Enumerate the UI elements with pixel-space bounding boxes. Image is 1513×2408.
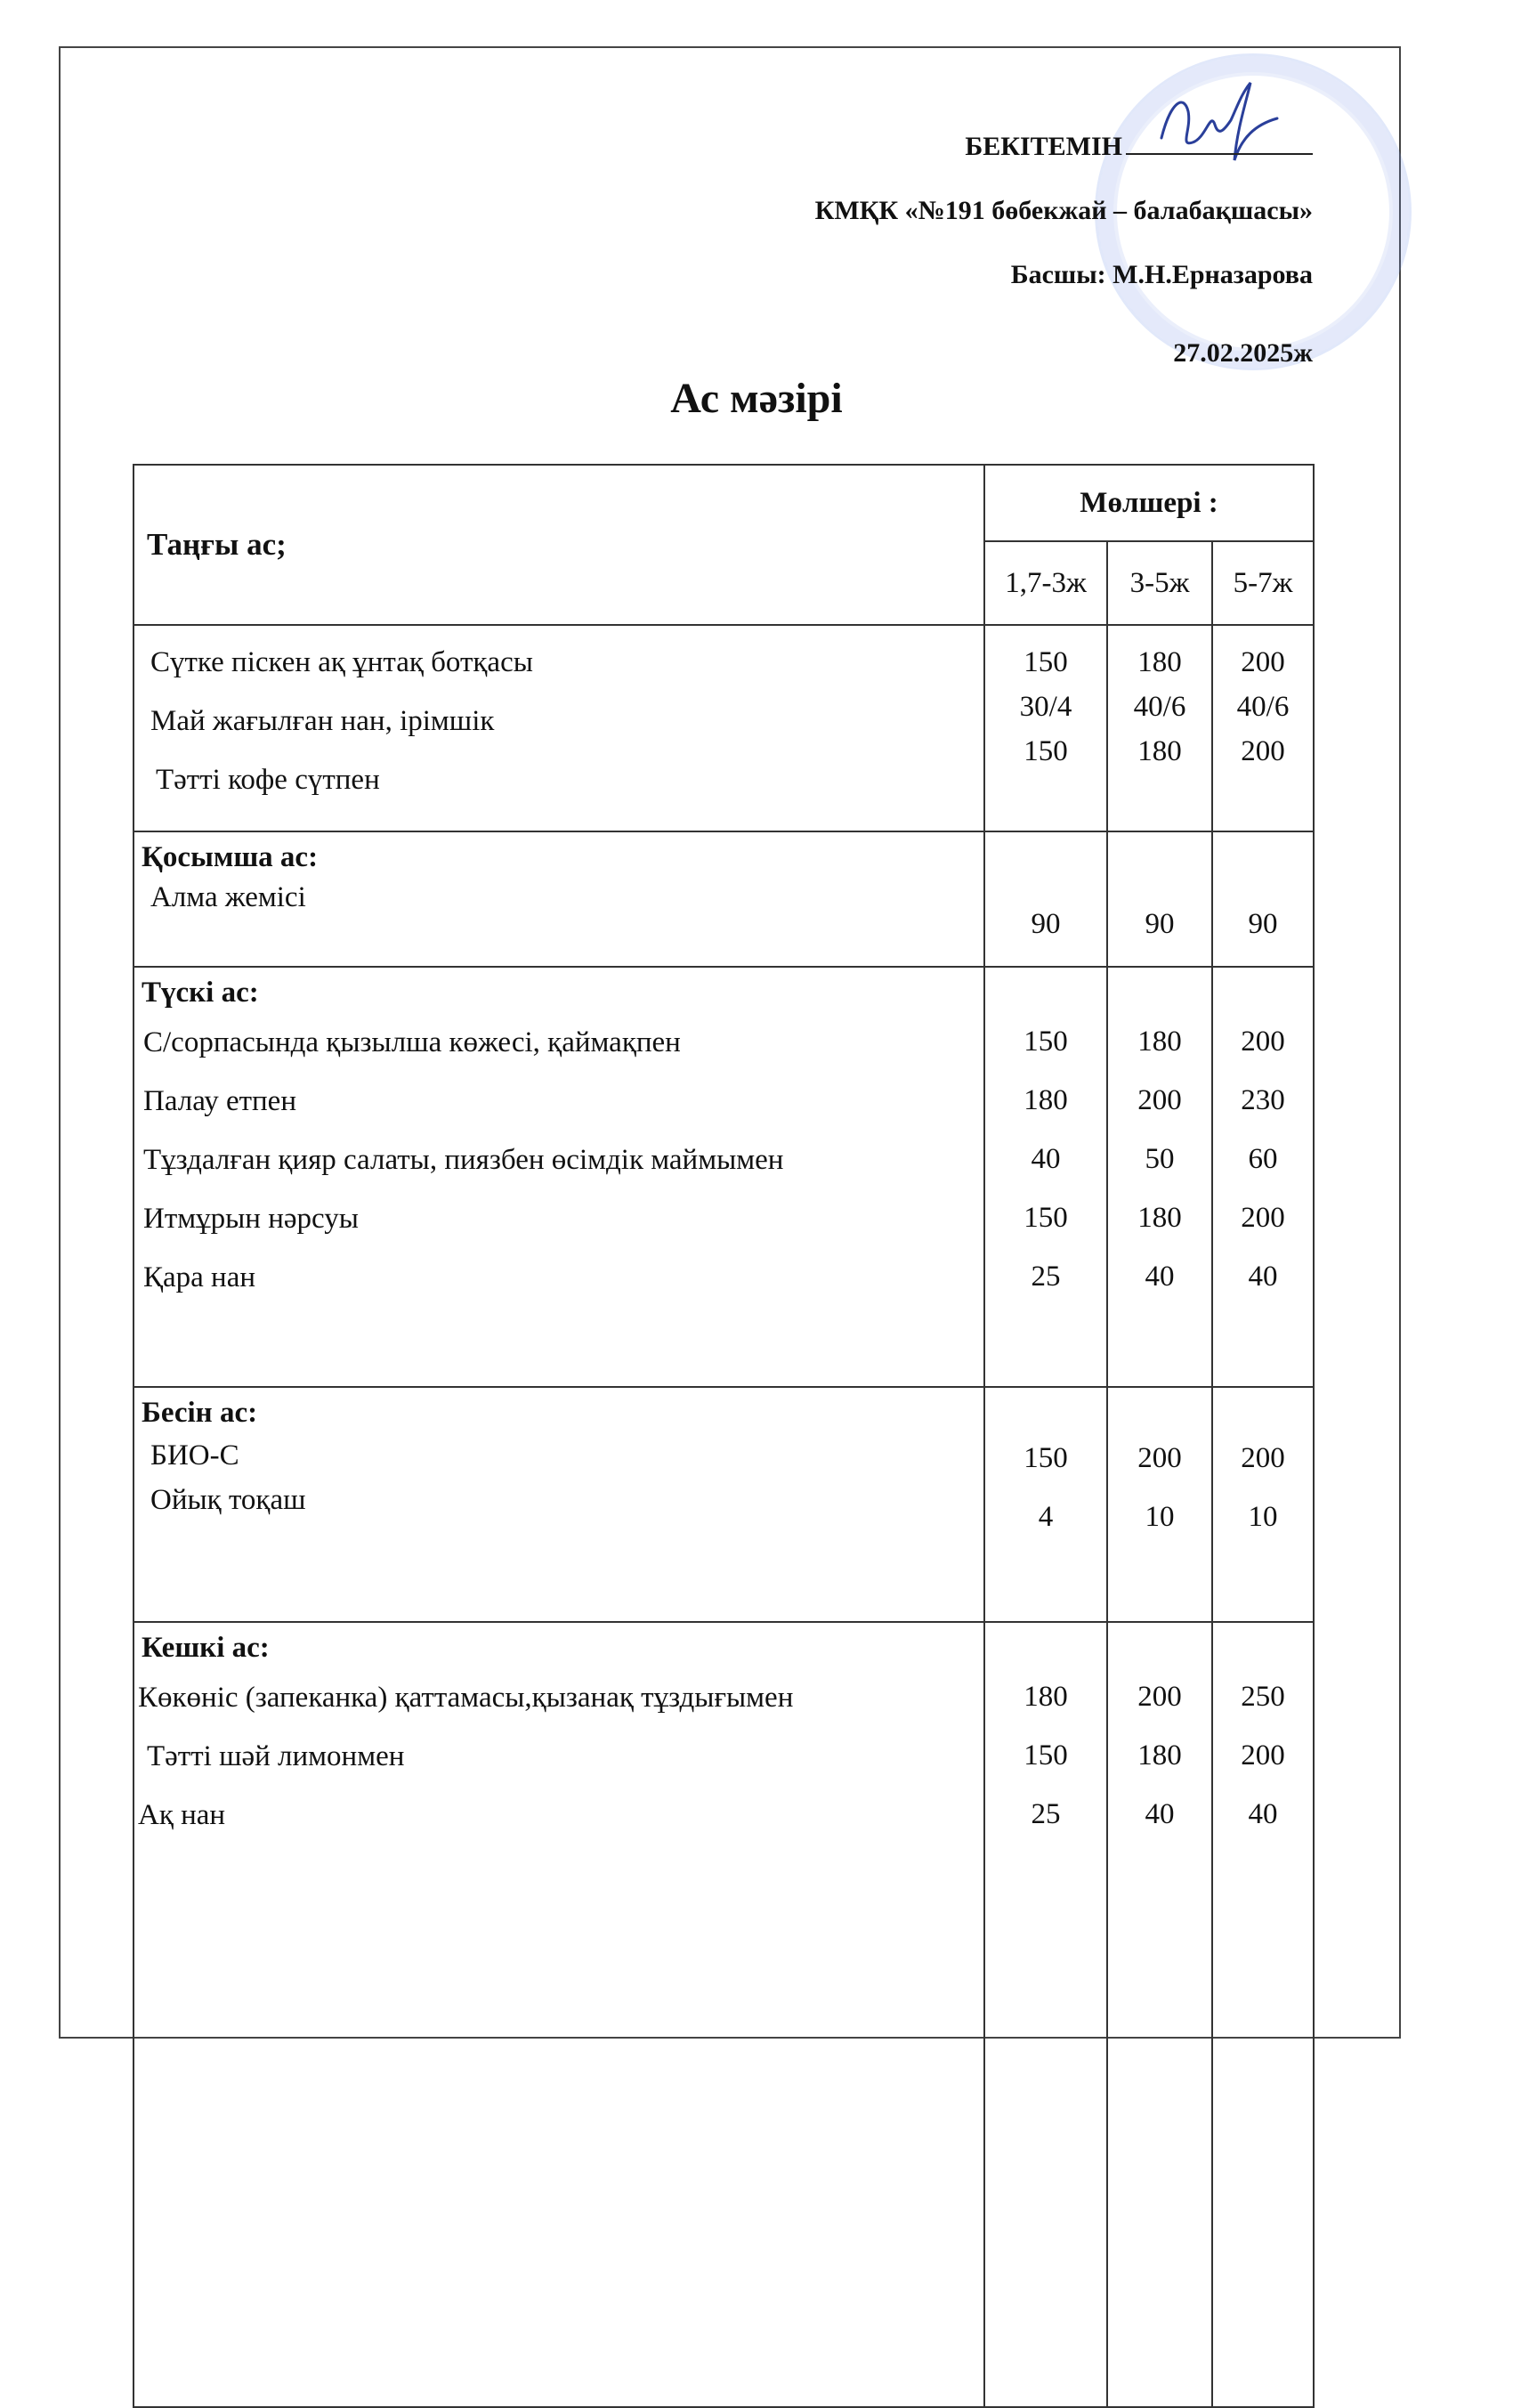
values-col-1 (984, 967, 1107, 1387)
item-value: 40/6 (1133, 691, 1186, 723)
item-value: 150 (1024, 735, 1068, 767)
values-col-1 (984, 1387, 1107, 1622)
menu-item-name: Алма жемісі (150, 881, 306, 913)
organization-name: КМҚК «№191 бөбекжай – балабақшасы» (814, 196, 1313, 225)
item-value: 30/4 (1019, 691, 1072, 723)
values-col-2 (1107, 625, 1212, 831)
item-value: 200 (1137, 1681, 1182, 1713)
menu-table (133, 464, 1315, 2408)
section-additional (134, 831, 1314, 967)
signature-line (1126, 153, 1313, 155)
section-items (134, 625, 984, 831)
section-items (134, 1387, 984, 1622)
menu-item-name: Палау етпен (143, 1085, 296, 1117)
item-value: 90 (1145, 908, 1175, 940)
values-col-2 (1107, 1387, 1212, 1622)
item-value: 10 (1248, 1501, 1278, 1533)
item-value: 230 (1241, 1084, 1285, 1116)
item-value: 50 (1145, 1143, 1175, 1175)
menu-item-name: Май жағылған нан, ірімшік (150, 705, 495, 737)
item-value: 200 (1137, 1442, 1182, 1474)
item-value: 150 (1024, 646, 1068, 678)
section-lunch (134, 967, 1314, 1387)
item-value: 180 (1137, 646, 1182, 678)
menu-item-name: С/сорпасында қызылша көжесі, қаймақпен (143, 1026, 681, 1058)
date-line (1173, 338, 1313, 369)
menu-item-name: Итмұрын нәрсуы (143, 1203, 359, 1235)
section-title: Қосымша ас: (142, 841, 319, 873)
menu-item-name: Ақ нан (138, 1799, 226, 1831)
head-name: Басшы: М.Н.Ерназарова (1010, 260, 1313, 289)
values-col-2 (1107, 1622, 1212, 2407)
item-value: 180 (1137, 1026, 1182, 1058)
menu-item-name: Ойық тоқаш (150, 1484, 306, 1516)
section-items (134, 831, 984, 967)
meal-column-header: Таңғы ас; (134, 465, 984, 625)
menu-item-name: Сүтке піскен ақ ұнтақ ботқасы (150, 646, 533, 678)
item-value: 200 (1241, 1442, 1285, 1474)
values-col-1 (984, 625, 1107, 831)
menu-item-name: Тәтті шәй лимонмен (147, 1740, 405, 1772)
item-value: 200 (1241, 735, 1285, 767)
item-value: 40 (1145, 1261, 1175, 1293)
item-value: 200 (1241, 1739, 1285, 1772)
item-value: 60 (1248, 1143, 1278, 1175)
menu-item-name: Тұздалған қияр салаты, пиязбен өсімдік маймымен (143, 1144, 784, 1176)
item-value: 40 (1031, 1143, 1061, 1175)
item-value: 180 (1137, 1202, 1182, 1234)
amount-header: Мөлшері : (984, 465, 1314, 541)
page-title: Ас мәзірі (670, 375, 843, 422)
item-value: 10 (1145, 1501, 1175, 1533)
age-group-header: 5-7ж (1212, 541, 1314, 625)
section-title: Кешкі ас: (142, 1632, 270, 1664)
values-col-1 (984, 831, 1107, 967)
item-value: 40/6 (1236, 691, 1290, 723)
menu-item-name: Қара нан (143, 1261, 256, 1293)
age-group-header: 3-5ж (1107, 541, 1212, 625)
section-dinner (134, 1622, 1314, 2407)
head-line (1011, 260, 1313, 290)
item-value: 180 (1024, 1084, 1068, 1116)
values-col-1 (984, 1622, 1107, 2407)
item-value: 150 (1024, 1442, 1068, 1474)
menu-item-name: Көкөніс (запеканка) қаттамасы,қызанақ тұздығымен (138, 1682, 794, 1714)
section-breakfast (134, 625, 1314, 831)
values-col-3 (1212, 1387, 1314, 1622)
item-value: 180 (1137, 735, 1182, 767)
menu-item-name: Тәтті кофе сүтпен (156, 764, 380, 796)
item-value: 25 (1031, 1798, 1061, 1830)
item-value: 250 (1241, 1681, 1285, 1713)
section-title: Түскі ас: (142, 977, 259, 1009)
values-col-3 (1212, 831, 1314, 967)
item-value: 40 (1248, 1261, 1278, 1293)
item-value: 25 (1031, 1261, 1061, 1293)
section-title: Бесін ас: (142, 1397, 258, 1429)
item-value: 200 (1241, 1026, 1285, 1058)
section-items (134, 967, 984, 1387)
approval-block (965, 132, 1313, 162)
item-value: 90 (1248, 908, 1278, 940)
section-snack (134, 1387, 1314, 1622)
item-value: 150 (1024, 1026, 1068, 1058)
item-value: 40 (1248, 1798, 1278, 1830)
organization-line (815, 196, 1313, 226)
item-value: 200 (1241, 646, 1285, 678)
values-col-2 (1107, 831, 1212, 967)
values-col-2 (1107, 967, 1212, 1387)
values-col-3 (1212, 1622, 1314, 2407)
age-group-header: 1,7-3ж (984, 541, 1107, 625)
approve-line (965, 132, 1313, 162)
item-value: 150 (1024, 1739, 1068, 1772)
menu-item-name: БИО-С (150, 1439, 239, 1472)
item-value: 150 (1024, 1202, 1068, 1234)
section-items (134, 1622, 984, 2407)
values-col-3 (1212, 625, 1314, 831)
item-value: 40 (1145, 1798, 1175, 1830)
approve-label: БЕКІТЕМІН (965, 132, 1122, 161)
item-value: 180 (1024, 1681, 1068, 1713)
item-value: 4 (1038, 1501, 1054, 1533)
approval-date: 27.02.2025ж (1173, 338, 1313, 368)
item-value: 200 (1137, 1084, 1182, 1116)
item-value: 180 (1137, 1739, 1182, 1772)
header-row (134, 465, 1314, 541)
item-value: 90 (1031, 908, 1061, 940)
item-value: 200 (1241, 1202, 1285, 1234)
values-col-3 (1212, 967, 1314, 1387)
